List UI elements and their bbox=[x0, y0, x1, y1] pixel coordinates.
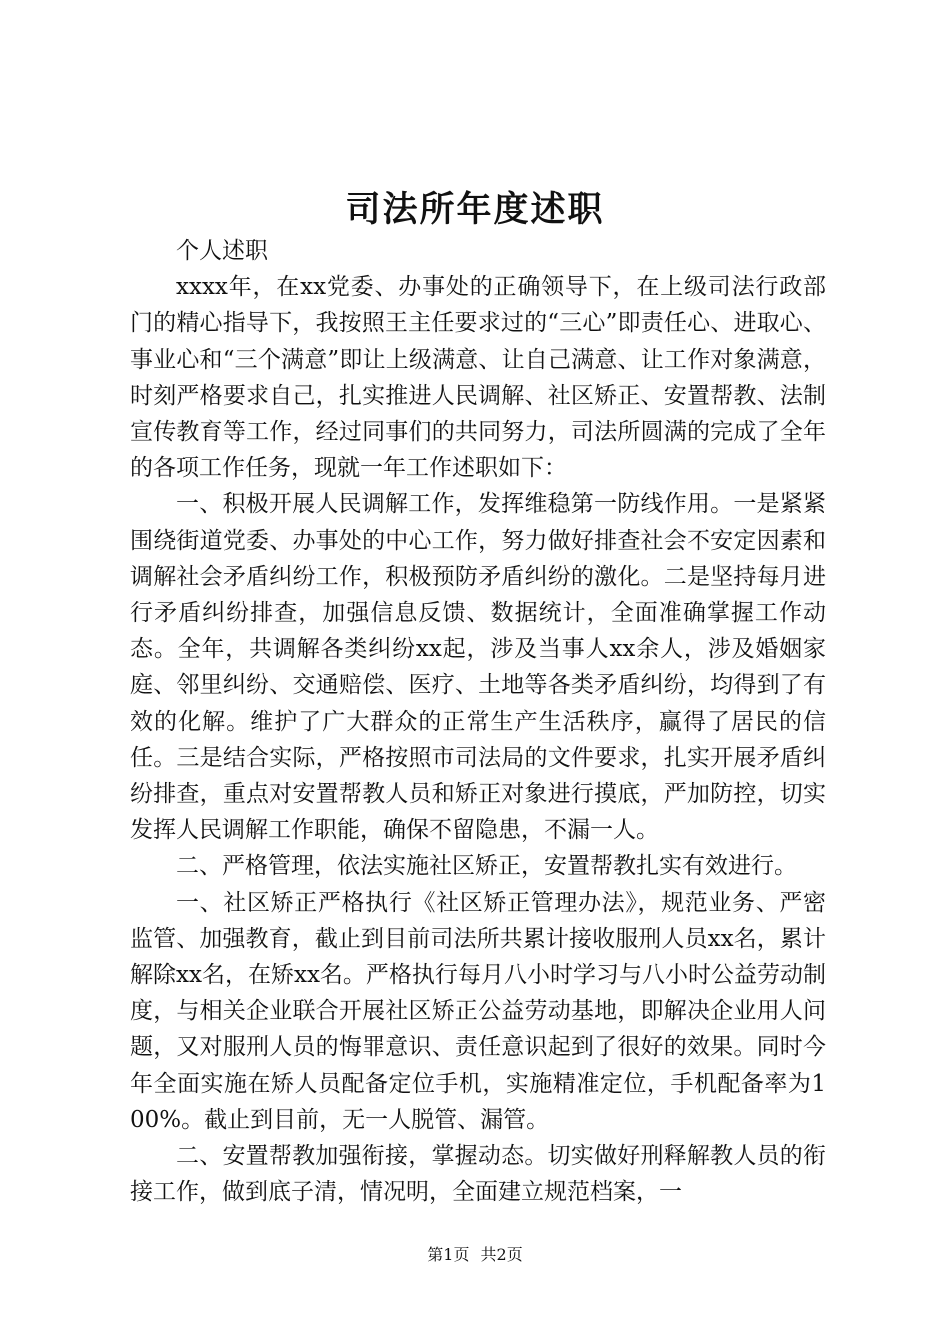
page-number: 第1页 bbox=[427, 1245, 470, 1264]
paragraph: 二、严格管理，依法实施社区矫正，安置帮教扎实有效进行。 bbox=[176, 853, 797, 880]
document-body bbox=[130, 233, 826, 1210]
paragraph-heading: 个人述职 bbox=[176, 238, 268, 264]
total-pages: 共2页 bbox=[480, 1245, 523, 1264]
paragraph: 二、安置帮教加强衔接，掌握动态。切实做好刑释解教人员的衔接工作，做到底子清，情况明，全面建立规范档案，一 bbox=[130, 1143, 826, 1206]
paragraph: 一、积极开展人民调解工作，发挥维稳第一防线作用。一是紧紧围绕街道党委、办事处的中心工作，努力做好排查社会不安定因素和调解社会矛盾纠纷工作，积极预防矛盾纠纷的激化。二是坚持每月进行矛盾纠纷排查，加强信息反馈、数据统计，全面准确掌握工作动态。全年，共调解各类纠纷xx起，涉及当事人xx余人，涉及婚姻家庭、邻里纠纷、交通赔偿、医疗、土地等各类矛盾纠纷，均得到了有效的化解。维护了广大群众的正常生产生活秩序，赢得了居民的信任。三是结合实际，严格按照市司法局的文件要求，扎实开展矛盾纠纷排查，重点对安置帮教人员和矫正对象进行摸底，严加防控，切实发挥人民调解工作职能，确保不留隐患，不漏一人。 bbox=[130, 491, 826, 844]
paragraph: xxxx年，在xx党委、办事处的正确领导下，在上级司法行政部门的精心指导下，我按照王主任要求过的“三心”即责任心、进取心、事业心和“三个满意”即让上级满意、让自己满意、让工作对象满意，时刻严格要求自己，扎实推进人民调解、社区矫正、安置帮教、法制宣传教育等工作，经过同事们的共同努力，司法所圆满的完成了全年的各项工作任务，现就一年工作述职如下： bbox=[130, 274, 826, 482]
page-footer bbox=[0, 1244, 950, 1266]
document-title: 司法所年度述职 bbox=[345, 189, 605, 230]
paragraph: 一、社区矫正严格执行《社区矫正管理办法》，规范业务、严密监管、加强教育，截止到目前司法所共累计接收服刑人员xx名，累计解除xx名，在矫xx名。严格执行每月八小时学习与八小时公益劳动制度，与相关企业联合开展社区矫正公益劳动基地，即解决企业用人问题，又对服刑人员的悔罪意识、责任意识起到了很好的效果。同时今年全面实施在矫人员配备定位手机，实施精准定位，手机配备率为100%。截止到目前，无一人脱管、漏管。 bbox=[130, 889, 826, 1133]
